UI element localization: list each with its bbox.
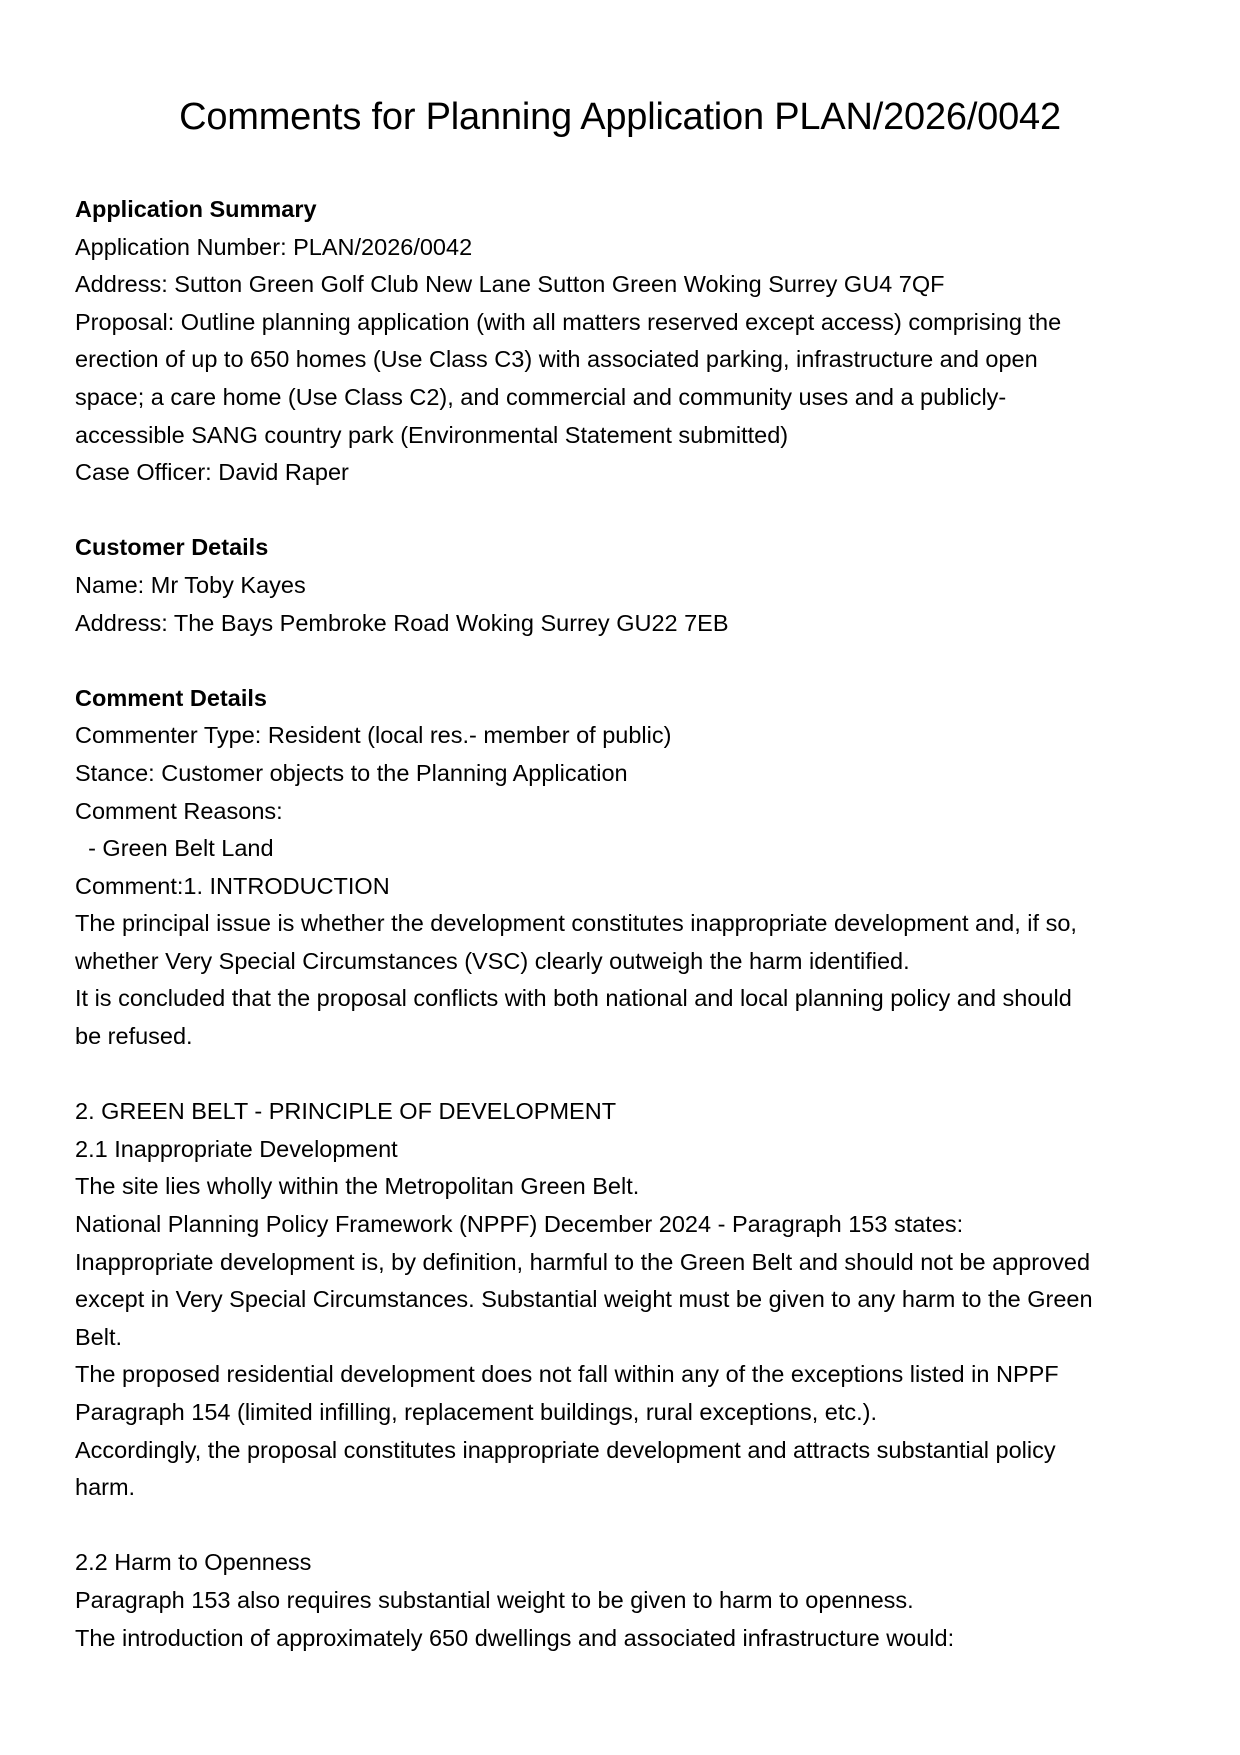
proposal-line: erection of up to 650 homes (Use Class C3) with associated parking, infrastructure and open [75,346,1038,373]
proposal-line: Proposal: Outline planning application (with all matters reserved except access) comprising the [75,308,1062,335]
application-number: Application Number: PLAN/2026/0042 [75,233,473,260]
case-officer: Case Officer: David Raper [75,459,349,486]
document-body [75,191,1165,1657]
section-2-line: The proposed residential development does not fall within any of the exceptions listed in NPPF [75,1361,1059,1388]
section-2-line: Inappropriate development is, by definition, harmful to the Green Belt and should not be approved [75,1248,1091,1275]
section-2-line: Accordingly, the proposal constitutes inappropriate development and attracts substantial policy [75,1436,1056,1463]
commenter-type: Commenter Type: Resident (local res.- member of public) [75,722,672,749]
intro-line: The principal issue is whether the development constitutes inappropriate development and, if so, [75,910,1077,937]
application-summary-heading: Application Summary [75,196,317,222]
spacer [75,1507,1165,1545]
spacer [75,492,1165,530]
comment-details-heading: Comment Details [75,684,267,711]
spacer [75,642,1165,680]
section-2-line: 2.1 Inappropriate Development [75,1135,398,1162]
stance: Stance: Customer objects to the Planning Application [75,759,628,786]
intro-line: be refused. [75,1023,193,1050]
intro-line: whether Very Special Circumstances (VSC) clearly outweigh the harm identified. [75,947,910,974]
page-title: Comments for Planning Application PLAN/2026/0042 [179,96,1061,138]
application-summary-section [75,191,1165,492]
section-2-line: Paragraph 154 (limited infilling, replacement buildings, rural exceptions, etc.). [75,1399,878,1425]
section-2-line: harm. [75,1474,136,1501]
section-2-line: The site lies wholly within the Metropolitan Green Belt. [75,1173,640,1200]
proposal-line: space; a care home (Use Class C2), and commercial and community uses and a publicly- [75,383,1007,410]
spacer [75,1056,1165,1094]
customer-details-heading: Customer Details [75,534,269,561]
comment-reason-item: - Green Belt Land [75,835,274,862]
comment-reasons-label: Comment Reasons: [75,797,283,824]
intro-line: It is concluded that the proposal conflicts with both national and local planning policy and should [75,985,1072,1012]
section-2-line: except in Very Special Circumstances. Substantial weight must be given to any harm to the Green [75,1286,1093,1313]
application-address: Address: Sutton Green Golf Club New Lane Sutton Green Woking Surrey GU4 7QF [75,271,945,298]
section-2-line: National Planning Policy Framework (NPPF) December 2024 - Paragraph 153 states: [75,1211,964,1238]
section-2-line: 2. GREEN BELT - PRINCIPLE OF DEVELOPMENT [75,1098,617,1125]
section-2-2-line: 2.2 Harm to Openness [75,1549,312,1576]
section-2-2-line: The introduction of approximately 650 dwellings and associated infrastructure would: [75,1624,955,1651]
customer-details-section [75,529,1165,642]
section-2-2-line: Paragraph 153 also requires substantial weight to be given to harm to openness. [75,1586,914,1613]
comment-details-section [75,680,1165,1657]
customer-address: Address: The Bays Pembroke Road Woking Surrey GU22 7EB [75,609,729,636]
comment-intro: Comment:1. INTRODUCTION [75,872,390,899]
customer-name: Name: Mr Toby Kayes [75,571,306,598]
section-2-line: Belt. [75,1323,123,1350]
proposal-line: accessible SANG country park (Environmental Statement submitted) [75,421,789,448]
